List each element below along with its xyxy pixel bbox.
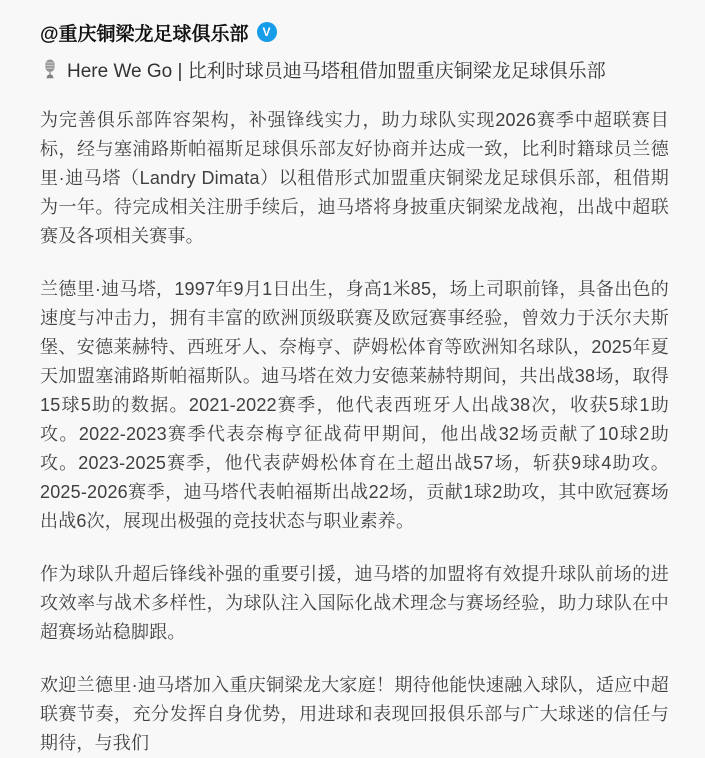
account-row xyxy=(40,19,669,45)
verified-badge-letter: V xyxy=(262,25,271,39)
post-headline xyxy=(40,56,669,82)
post-paragraph: 为完善俱乐部阵容架构，补强锋线实力，助力球队实现2026赛季中超联赛目标，经与塞浦路斯帕福斯足球俱乐部友好协商并达成一致，比利时籍球员兰德里·迪马塔（Landry Dimata）以租借形式加盟重庆铜梁龙足球俱乐部，租借期为一年。待完成相关注册手续后，迪马塔将身披重庆铜梁龙战袍，出战中超联赛及各项相关赛事。 xyxy=(40,110,669,246)
post-headline-text: Here We Go | 比利时球员迪马塔租借加盟重庆铜梁龙足球俱乐部 xyxy=(67,60,606,82)
post-paragraph: 兰德里·迪马塔，1997年9月1日出生，身高1米85，场上司职前锋，具备出色的速度与冲击力，拥有丰富的欧洲顶级联赛及欧冠赛事经验，曾效力于沃尔夫斯堡、安德莱赫特、西班牙人、奈梅亨、萨姆松体育等欧洲知名球队，2025年夏天加盟塞浦路斯帕福斯队。迪马塔在效力安德莱赫特期间，共出战38场，取得15球5助的数据。2021-2022赛季，他代表西班牙人出战38次，收获5球1助攻。2022-2023赛季代表奈梅亨征战荷甲期间，他出战32场贡献了10球2助攻。2023-2025赛季，他代表萨姆松体育在土超出战57场，斩获9球4助攻。2025-2026赛季，迪马塔代表帕福斯出战22场，贡献1球2助攻，其中欧冠赛场出战6次，展现出极强的竞技状态与职业素养。 xyxy=(40,279,669,531)
microphone-icon xyxy=(40,59,60,79)
post-body xyxy=(40,106,669,758)
account-name-link[interactable]: @重庆铜梁龙足球俱乐部 xyxy=(40,23,249,45)
post-paragraph: 作为球队升超后锋线补强的重要引援，迪马塔的加盟将有效提升球队前场的进攻效率与战术多样性，为球队注入国际化战术理念与赛场经验，助力球队在中超赛场站稳脚跟。 xyxy=(40,564,669,642)
verified-badge-icon xyxy=(257,22,277,42)
post-paragraph: 欢迎兰德里·迪马塔加入重庆铜梁龙大家庭！期待他能快速融入球队，适应中超联赛节奏，充分发挥自身优势，用进球和表现回报俱乐部与广大球迷的信任与期待，与我们 xyxy=(40,675,669,753)
